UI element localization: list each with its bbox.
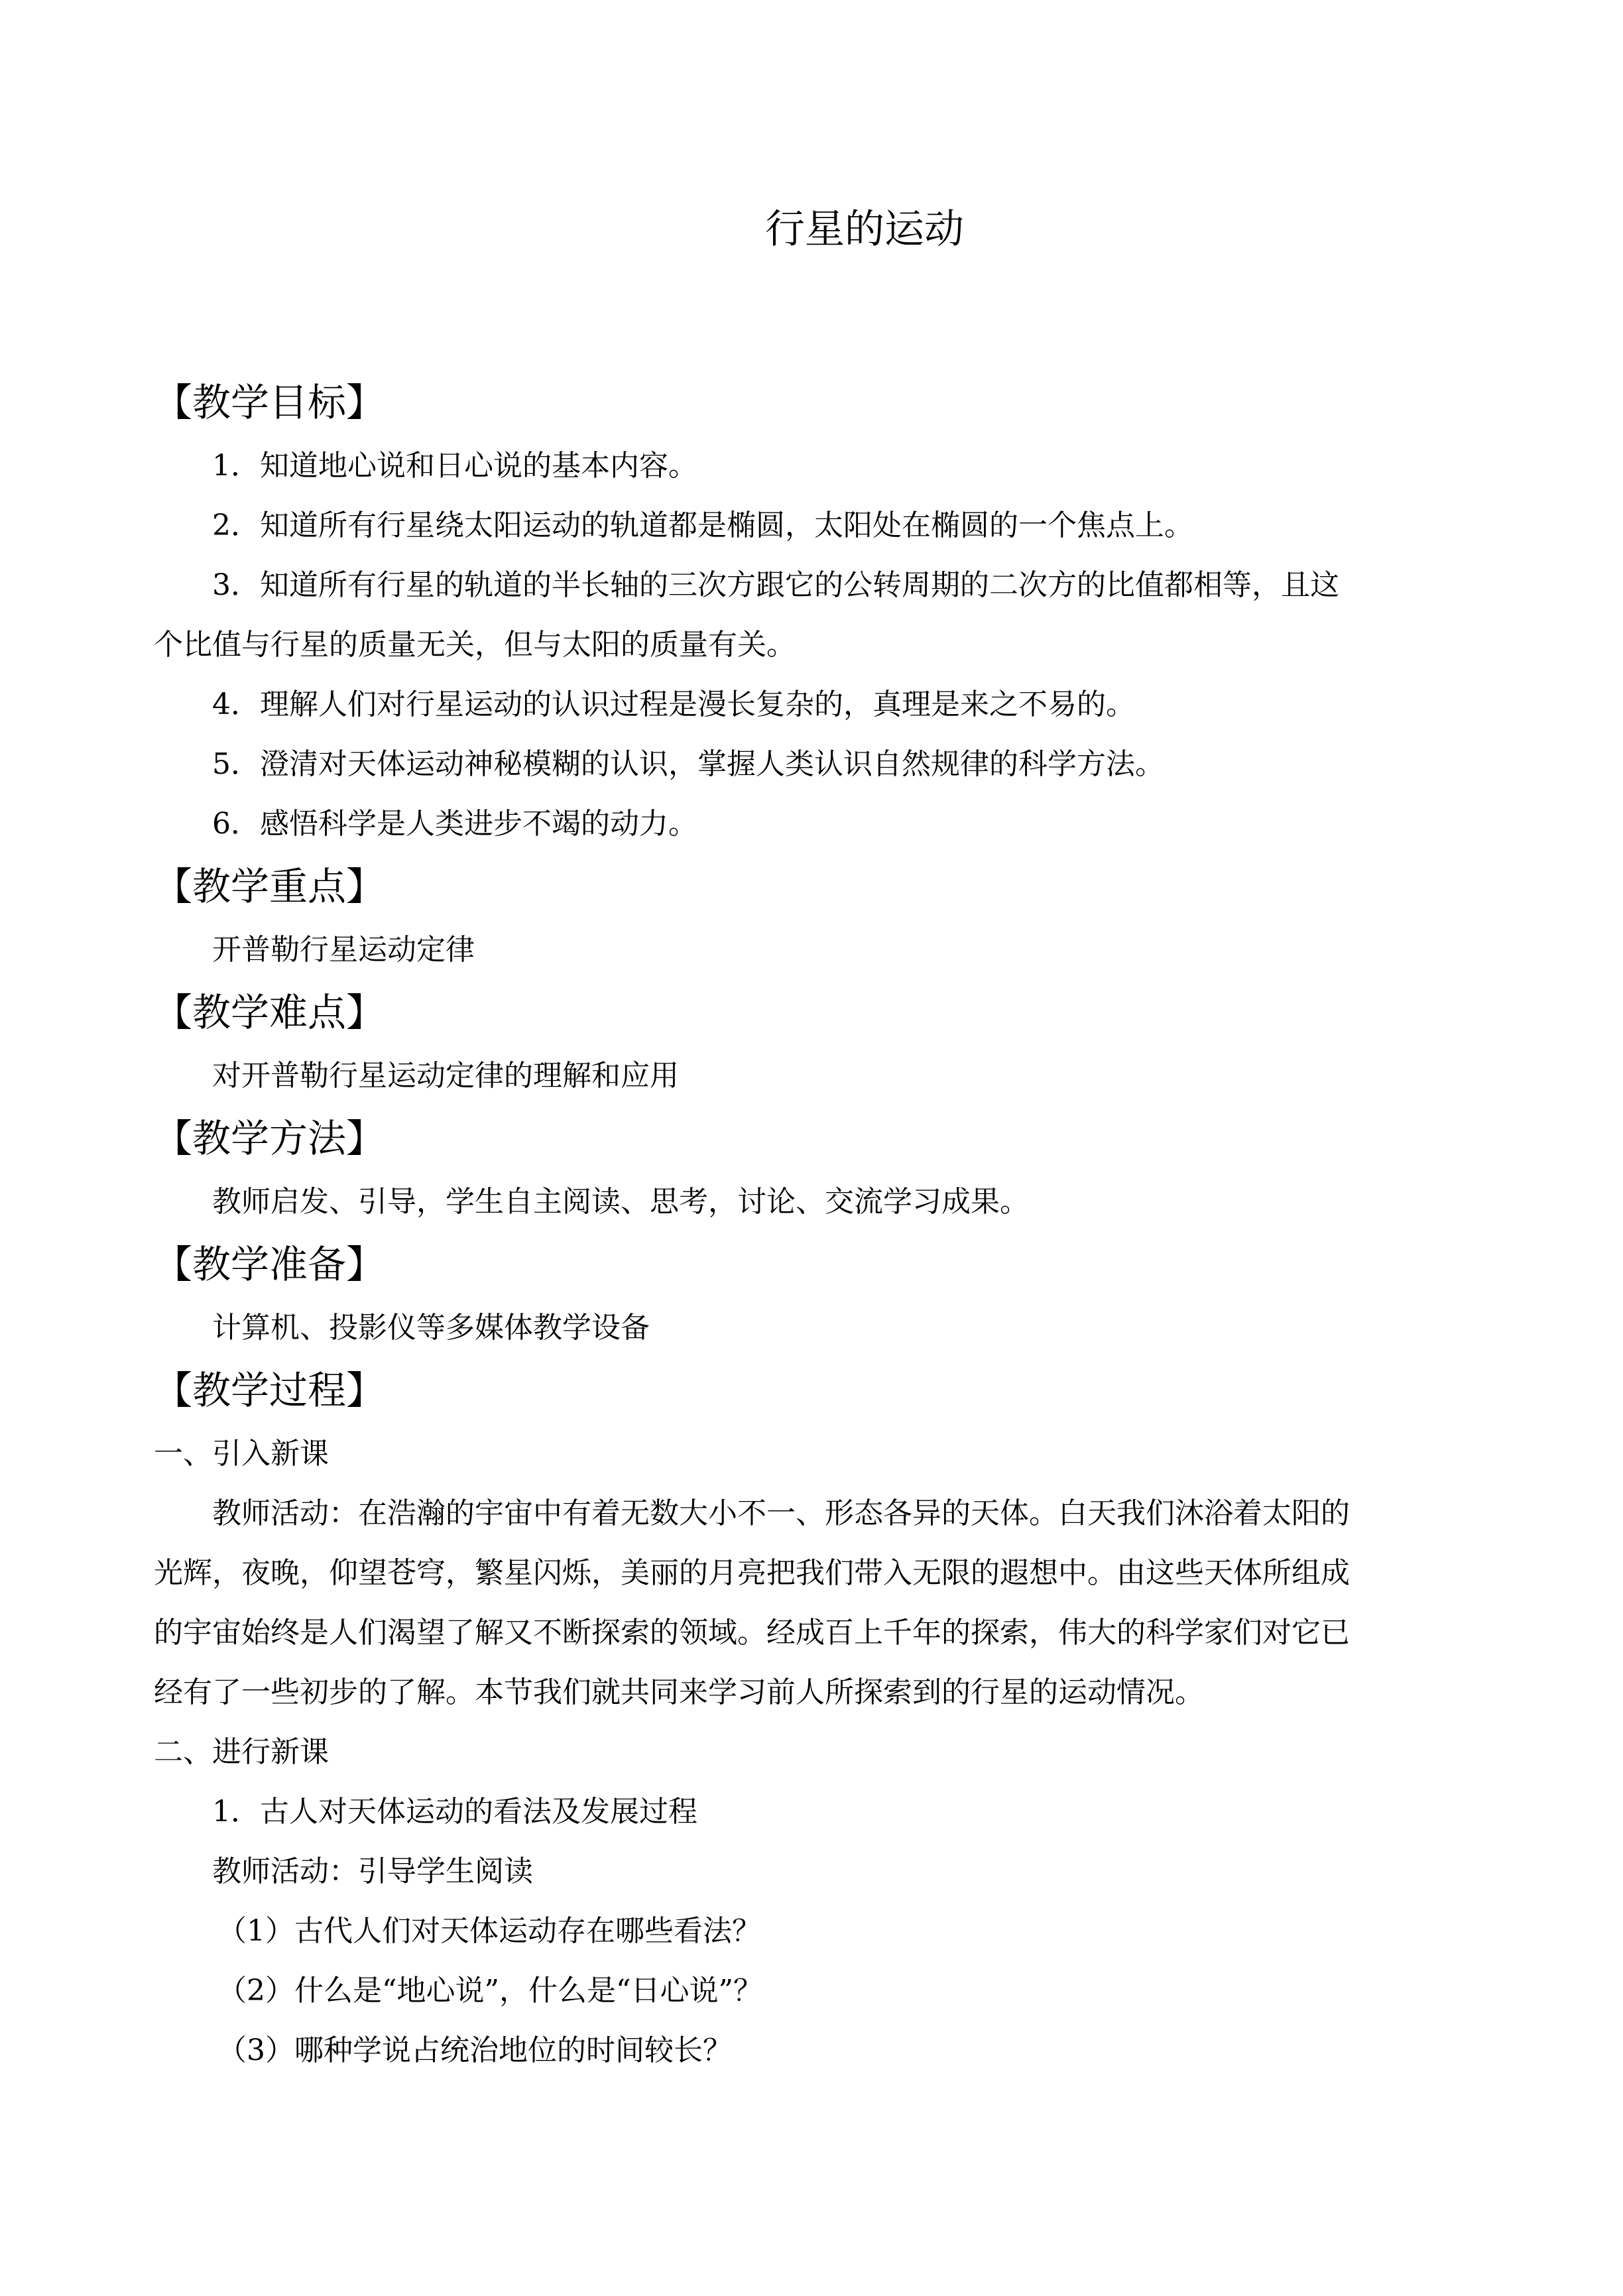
process-paragraph-line: 光辉，夜晚，仰望苍穹，繁星闪烁，美丽的月亮把我们带入无限的遐想中。由这些天体所组成: [154, 1556, 1350, 1590]
process-paragraph-line: 的宇宙始终是人们渴望了解又不断探索的领域。经成百上千年的探索，伟大的科学家们对它已: [154, 1616, 1350, 1650]
section-heading-difficulties: 【教学难点】: [154, 990, 385, 1035]
document-body: [154, 377, 1488, 2081]
objective-item: 3．知道所有行星的轨道的半长轴的三次方跟它的公转周期的二次方的比值都相等，且这: [212, 568, 1339, 602]
key-points-text: 开普勒行星运动定律: [212, 933, 475, 967]
question-item: （1）古代人们对天体运动存在哪些看法？: [217, 1914, 761, 1948]
section-heading-preparation: 【教学准备】: [154, 1242, 385, 1287]
section-heading-methods: 【教学方法】: [154, 1116, 385, 1161]
preparation-text: 计算机、投影仪等多媒体教学设备: [212, 1311, 650, 1345]
objective-item-continuation: 个比值与行星的质量无关，但与太阳的质量有关。: [154, 628, 796, 662]
process-part2-activity: 教师活动：引导学生阅读: [212, 1854, 533, 1888]
process-paragraph-line: 经有了一些初步的了解。本节我们就共同来学习前人所探索到的行星的运动情况。: [154, 1675, 1204, 1709]
objective-item: 1．知道地心说和日心说的基本内容。: [212, 449, 697, 483]
document-title: 行星的运动: [765, 206, 964, 253]
difficulties-text: 对开普勒行星运动定律的理解和应用: [212, 1059, 679, 1093]
objective-item: 6．感悟科学是人类进步不竭的动力。: [212, 807, 697, 841]
section-heading-objectives: 【教学目标】: [154, 380, 385, 425]
process-paragraph-line: 教师活动：在浩瀚的宇宙中有着无数大小不一、形态各异的天体。白天我们沐浴着太阳的: [212, 1496, 1350, 1530]
section-heading-key-points: 【教学重点】: [154, 864, 385, 909]
methods-text: 教师启发、引导，学生自主阅读、思考，讨论、交流学习成果。: [212, 1185, 1029, 1219]
process-part2-title: 二、进行新课: [154, 1735, 329, 1769]
objective-item: 2．知道所有行星绕太阳运动的轨道都是椭圆，太阳处在椭圆的一个焦点上。: [212, 509, 1193, 542]
question-item: （3）哪种学说占统治地位的时间较长？: [217, 2033, 732, 2067]
section-heading-process: 【教学过程】: [154, 1368, 385, 1413]
objective-item: 5．澄清对天体运动神秘模糊的认识，掌握人类认识自然规律的科学方法。: [212, 747, 1164, 781]
process-part1-title: 一、引入新课: [154, 1437, 329, 1471]
objective-item: 4．理解人们对行星运动的认识过程是漫长复杂的，真理是来之不易的。: [212, 688, 1135, 721]
process-part2-subtitle: 1．古人对天体运动的看法及发展过程: [212, 1795, 697, 1829]
question-item: （2）什么是“地心说”，什么是“日心说”？: [217, 1974, 762, 2008]
